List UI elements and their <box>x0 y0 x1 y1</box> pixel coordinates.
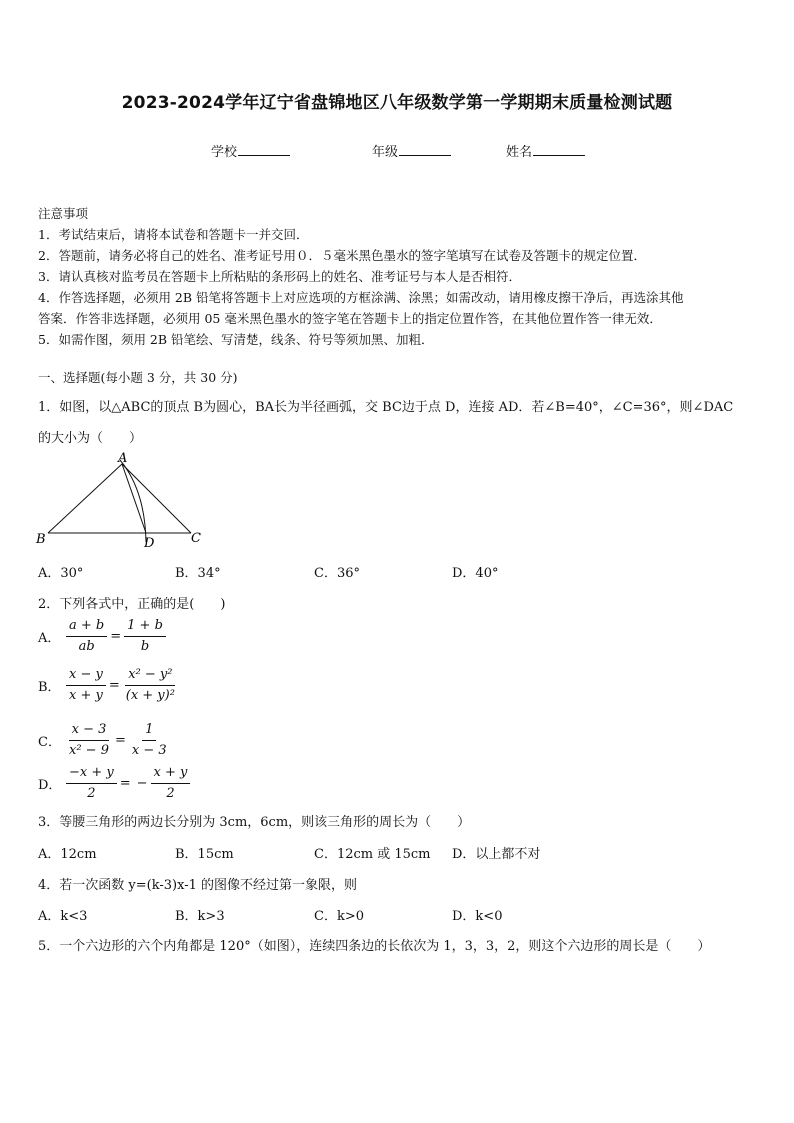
note-item: 5．如需作图，须用 2B 铅笔绘、写清楚，线条、符号等须加黑、加粗． <box>38 332 434 347</box>
q1-triangle-figure <box>30 450 210 550</box>
fraction: $\frac{x + y}{2}$ <box>151 765 191 802</box>
school-field <box>211 141 290 160</box>
name-label: 姓名 <box>506 145 533 160</box>
q3-option-d: D．以上都不对 <box>452 847 541 862</box>
q3-option-a: A．12cm <box>38 847 97 862</box>
fraction: $\frac{1}{x - 3}$ <box>131 722 167 758</box>
grade-field <box>372 141 451 160</box>
q3-stem: 3．等腰三角形的两边长分别为 3cm，6cm，则该三角形的周长为（ ） <box>38 815 471 830</box>
note-item: 1．考试结束后，请将本试卷和答题卡一并交回． <box>38 227 309 242</box>
q4-stem: 4．若一次函数 y=(k-3)x-1 的图像不经过第一象限，则 <box>38 878 357 893</box>
grade-label: 年级 <box>372 145 399 160</box>
side-ba <box>48 464 122 533</box>
q1-option-b: B．34° <box>175 566 221 581</box>
note-item: 3．请认真核对监考员在答题卡上所粘贴的条形码上的姓名、准考证号与本人是否相符． <box>38 269 521 284</box>
q2-stem: 2．下列各式中，正确的是( ) <box>38 597 226 612</box>
fraction: $\frac{\text{x² − y²}}{\text{(x + y)²}}$ <box>125 667 175 703</box>
option-label: B． <box>38 680 61 695</box>
fraction: $\frac{-x + y}{2}$ <box>66 765 117 802</box>
notes-block <box>38 203 760 350</box>
side-ac <box>122 464 191 533</box>
grade-blank <box>399 143 451 156</box>
notes-heading: 注意事项 <box>38 206 89 221</box>
q4-option-a: A．k<3 <box>38 909 88 924</box>
fraction: $\frac{1 + b}{b}$ <box>124 618 166 655</box>
label-d: D <box>144 536 155 550</box>
q5-stem: 5．一个六边形的六个内角都是 120°（如图），连续四条边的长依次为 1，3，3，2，则这个六边形的周长是（ ） <box>38 939 711 954</box>
label-c: C <box>191 531 201 546</box>
q4-option-b: B．k>3 <box>175 909 225 924</box>
q2-option-b: B． $\frac{x - y}{x + y}$ = $\frac{\text{x² − y²}}{\text{(x + y)²}}$ <box>38 667 178 704</box>
school-label: 学校 <box>211 145 238 160</box>
q2-option-a: A． $\frac{a + b}{ab}$ = $\frac{1 + b}{b}$ <box>38 618 166 655</box>
note-item: 2．答题前，请务必将自己的姓名、准考证号用０．５毫米黑色墨水的签字笔填写在试卷及答题卡的规定位置． <box>38 248 646 263</box>
q3-option-b: B．15cm <box>175 847 234 862</box>
option-label: A． <box>38 631 61 646</box>
arc-bd <box>120 460 146 542</box>
segment-ad <box>122 464 146 533</box>
label-a: A <box>118 451 128 466</box>
q3-option-c: C．12cm 或 15cm <box>314 847 431 862</box>
q4-option-c: C．k>0 <box>314 909 364 924</box>
name-blank <box>533 143 585 156</box>
note-item: 4．作答选择题，必须用 2B 铅笔将答题卡上对应选项的方框涂满、涂黑；如需改动，请用橡皮擦干净后，再选涂其他 <box>38 290 684 305</box>
fraction: $\frac{x - y}{x + y}$ <box>66 667 106 704</box>
label-b: B <box>36 532 46 547</box>
school-blank <box>238 143 290 156</box>
q1-option-c: C．36° <box>314 566 360 581</box>
q1-stem-line2: 的大小为（ ） <box>38 431 143 446</box>
q2-option-d: D． $\frac{-x + y}{2}$ = − $\frac{x + y}{2}$ <box>38 765 190 802</box>
q2-option-c: C． $\frac{x - 3}{\text{x² − 9}}$ = $\frac{1}{x - 3}$ <box>38 722 170 759</box>
option-label: C． <box>38 735 61 750</box>
q1-stem-line1: 1．如图，以△ABC的顶点 B为圆心，BA长为半径画弧，交 BC边于点 D，连接 AD．若∠B=40°，∠C=36°，则∠DAC <box>38 400 734 415</box>
q4-option-d: D．k<0 <box>452 909 503 924</box>
option-label: D． <box>38 778 62 793</box>
q1-option-a: A．30° <box>38 566 84 581</box>
minus-sign: − <box>136 776 148 791</box>
section-heading: 一、选择题(每小题 3 分，共 30 分) <box>38 370 238 385</box>
fraction: $\frac{x - 3}{\text{x² − 9}}$ <box>69 722 109 758</box>
fraction: $\frac{a + b}{ab}$ <box>66 618 107 655</box>
note-item: 答案．作答非选择题，必须用 05 毫米黑色墨水的签字笔在答题卡上的指定位置作答，在其他位置作答一律无效． <box>38 311 662 326</box>
q1-option-d: D．40° <box>452 566 499 581</box>
name-field <box>506 141 585 160</box>
page-title: 2023-2024学年辽宁省盘锦地区八年级数学第一学期期末质量检测试题 <box>121 93 673 113</box>
